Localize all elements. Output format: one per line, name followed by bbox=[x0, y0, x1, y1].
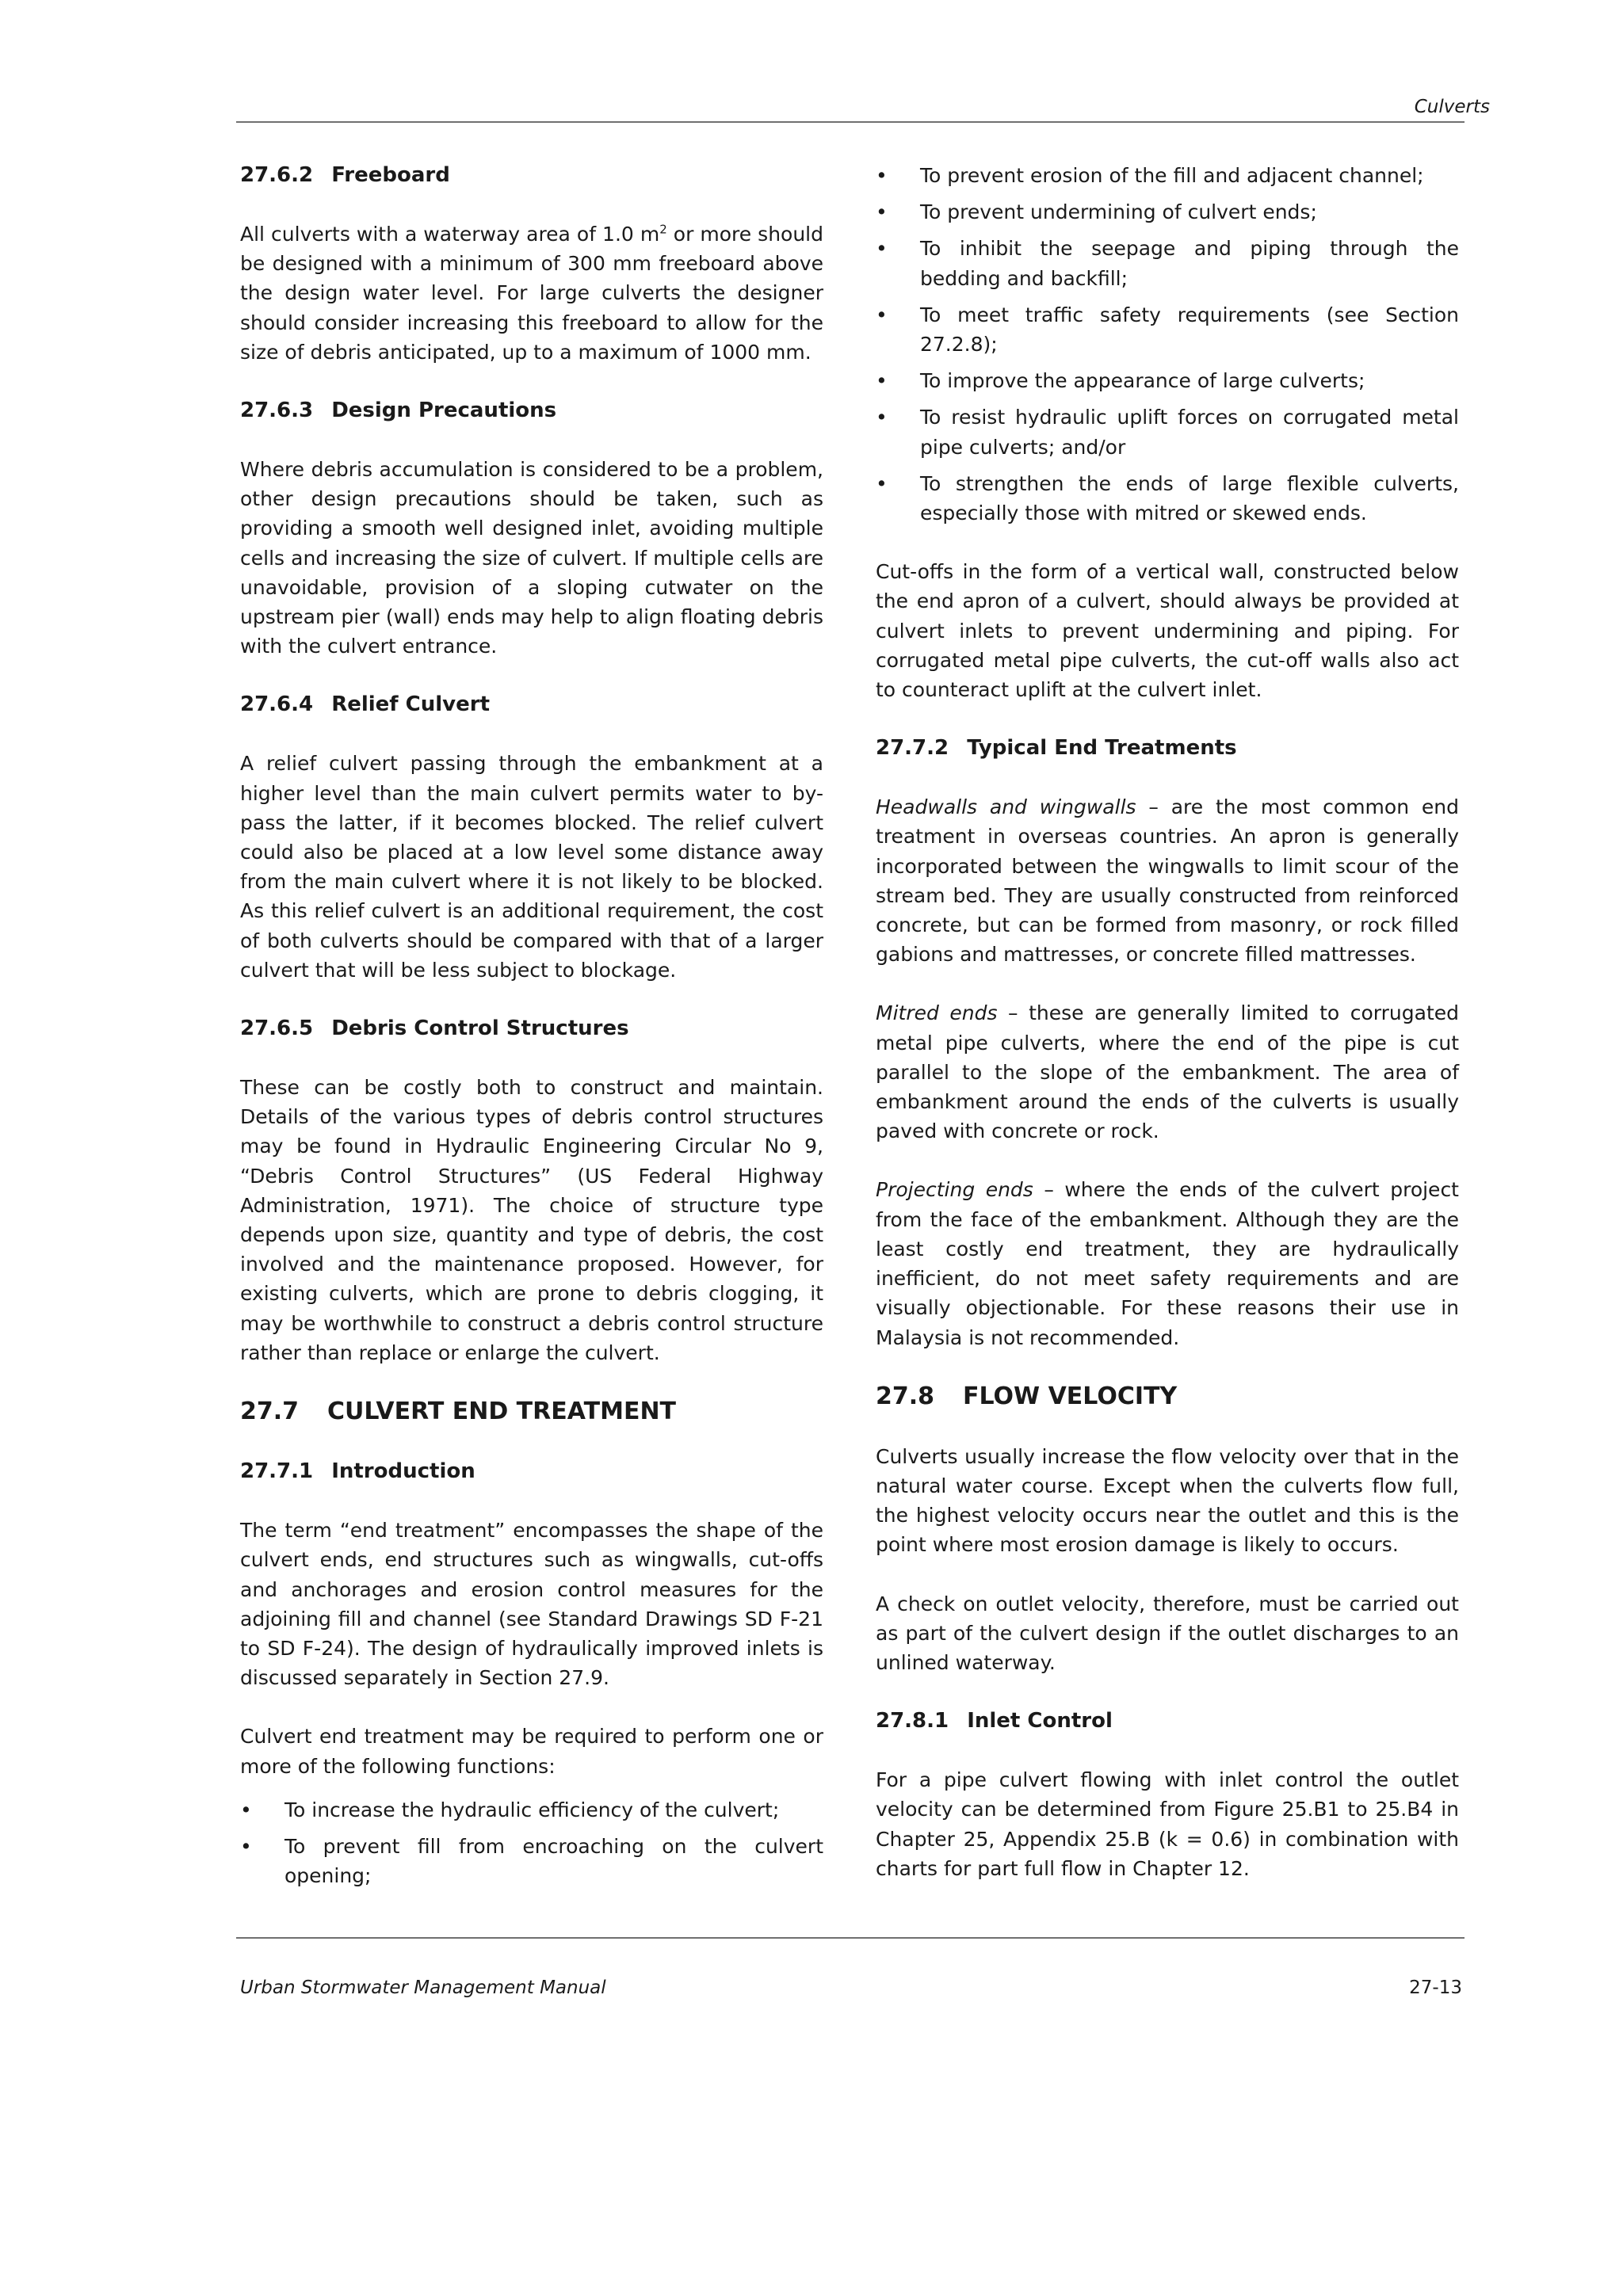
bullet: • bbox=[876, 303, 888, 326]
heading-design-precautions bbox=[240, 396, 823, 425]
section-number: 27.7.2 bbox=[876, 736, 949, 761]
footer-manual-title: Urban Stormwater Management Manual bbox=[240, 1978, 606, 1998]
section-title: Introduction bbox=[331, 1459, 475, 1484]
list-item bbox=[876, 300, 1459, 359]
list-item bbox=[876, 161, 1459, 190]
paragraph-design-precautions: Where debris accumulation is considered to be a problem, other design precautions should be taken, such as providing a smooth well designed inlet, avoiding multiple cells and increasing the size of culvert. If multiple cells are unavoidable, provision of a sloping cutwater on the upstream pier (wall) ends may help to align floating debris with the culvert entrance. bbox=[240, 458, 823, 658]
paragraph-debris-control: These can be costly both to construct and maintain. Details of the various types of debris control structures may be found in Hydraulic Engineering Circular No 9, “Debris Control Structures” (US Federal Highway Administration, 1971). The choice of structure type depends upon size, quantity and type of debris, the cost involved and the maintenance proposed. However, for existing culverts, which are prone to debris clogging, it may be worthwhile to construct a debris control structure rather than replace or enlarge the culvert. bbox=[240, 1076, 823, 1364]
bullet: • bbox=[876, 369, 888, 393]
header-rule bbox=[236, 121, 1465, 123]
list-item-text: To inhibit the seepage and piping through the bedding and backfill; bbox=[920, 237, 1459, 290]
heading-relief-culvert bbox=[240, 690, 823, 719]
list-item bbox=[240, 1832, 823, 1890]
left-column bbox=[240, 161, 823, 1920]
bullet: • bbox=[876, 164, 888, 187]
list-item bbox=[876, 469, 1459, 528]
heading-debris-control bbox=[240, 1014, 823, 1043]
paragraph-headwalls bbox=[876, 792, 1459, 969]
section-number: 27.8 bbox=[876, 1382, 935, 1410]
term-headwalls: Headwalls and wingwalls bbox=[876, 795, 1136, 819]
text-run: or more should be designed with a minimum of 300 mm freeboard above the design water level. For large culverts the designer should consider increasing this freeboard to allow for the size of debris anticipated, up to a maximum of 1000 mm. bbox=[240, 223, 823, 364]
heading-flow-velocity bbox=[876, 1382, 1459, 1412]
section-title: Design Precautions bbox=[331, 399, 557, 423]
section-title: Inlet Control bbox=[967, 1709, 1113, 1733]
heading-introduction bbox=[240, 1457, 823, 1486]
list-item-text: To prevent undermining of culvert ends; bbox=[920, 200, 1317, 224]
term-mitred-ends: Mitred ends bbox=[876, 1001, 998, 1025]
list-item bbox=[240, 1795, 823, 1825]
paragraph-inlet-control: For a pipe culvert flowing with inlet control the outlet velocity can be determined from Figure 25.B1 to 25.B4 in Chapter 25, Appendix 25.B (k = 0.6) in combination with charts for part full flow in Chapter 12. bbox=[876, 1768, 1459, 1880]
list-item-text: To prevent fill from encroaching on the culvert opening; bbox=[285, 1834, 823, 1888]
superscript: 2 bbox=[659, 222, 667, 237]
heading-typical-end-treatments bbox=[876, 734, 1459, 763]
text-run: All culverts with a waterway area of 1.0 m bbox=[240, 223, 660, 246]
bullet: • bbox=[876, 471, 888, 495]
text-run: – these are generally limited to corrugated metal pipe culverts, where the end of the pipe is cut parallel to the slope of the embankment. The area of embankment around the ends of the culverts is usually paved with concrete or rock. bbox=[876, 1001, 1459, 1143]
running-header: Culverts bbox=[1414, 97, 1490, 117]
section-number: 27.6.5 bbox=[240, 1016, 314, 1041]
paragraph-flow-velocity-1: Culverts usually increase the flow velocity over that in the natural water course. Except when the culverts flow full, the highest velocity occurs near the outlet and this is the point where most erosion damage is likely to occurs. bbox=[876, 1444, 1459, 1557]
paragraph-flow-velocity-2: A check on outlet velocity, therefore, must be carried out as part of the culvert design if the outlet discharges to an unlined waterway. bbox=[876, 1592, 1459, 1674]
list-item bbox=[876, 402, 1459, 461]
paragraph-introduction: The term “end treatment” encompasses the shape of the culvert ends, end structures such as wingwalls, cut-offs and anchorages and erosion control measures for the adjoining fill and channel (see Standard Drawings SD F-21 to SD F-24). The design of hydraulically improved inlets is discussed separately in Section 27.9. bbox=[240, 1519, 823, 1690]
term-projecting-ends: Projecting ends bbox=[876, 1178, 1033, 1202]
section-title: Relief Culvert bbox=[331, 692, 490, 717]
bullet: • bbox=[240, 1798, 252, 1821]
list-item bbox=[876, 197, 1459, 227]
footer-rule bbox=[236, 1937, 1465, 1939]
section-title: CULVERT END TREATMENT bbox=[327, 1398, 677, 1426]
paragraph-functions-intro: Culvert end treatment may be required to perform one or more of the following functions: bbox=[240, 1725, 823, 1778]
heading-culvert-end-treatment bbox=[240, 1397, 823, 1427]
right-column bbox=[876, 161, 1459, 1913]
list-item bbox=[876, 366, 1459, 395]
section-title: Freeboard bbox=[331, 163, 450, 187]
list-item-text: To prevent erosion of the fill and adjacent channel; bbox=[920, 164, 1424, 187]
section-title: FLOW VELOCITY bbox=[963, 1382, 1178, 1410]
list-item-text: To increase the hydraulic efficiency of the culvert; bbox=[285, 1798, 780, 1821]
list-item-text: To meet traffic safety requirements (see Section 27.2.8); bbox=[920, 303, 1459, 357]
functions-list bbox=[240, 1795, 823, 1891]
section-number: 27.6.3 bbox=[240, 399, 314, 423]
section-number: 27.6.2 bbox=[240, 163, 314, 187]
text-run: – are the most common end treatment in overseas countries. An apron is generally incorporated between the wingwalls to limit scour of the stream bed. They are usually constructed from reinforced concrete, but can be formed from masonry, or rock filled gabions and mattresses, or concrete filled mattresses. bbox=[876, 795, 1459, 967]
bullet: • bbox=[876, 406, 888, 429]
section-number: 27.8.1 bbox=[876, 1709, 949, 1733]
page-number: 27-13 bbox=[1409, 1978, 1462, 1998]
list-item-text: To improve the appearance of large culverts; bbox=[920, 369, 1365, 393]
list-item-text: To strengthen the ends of large flexible culverts, especially those with mitred or skewed ends. bbox=[920, 471, 1459, 525]
paragraph-cutoffs: Cut-offs in the form of a vertical wall, constructed below the end apron of a culvert, should always be provided at culvert inlets to prevent undermining and piping. For corrugated metal pipe culverts, the cut-off walls also act to counteract uplift at the culvert inlet. bbox=[876, 560, 1459, 702]
paragraph-projecting-ends bbox=[876, 1175, 1459, 1352]
paragraph-mitred-ends bbox=[876, 998, 1459, 1146]
list-item-text: To resist hydraulic uplift forces on corrugated metal pipe culverts; and/or bbox=[920, 406, 1459, 459]
section-title: Typical End Treatments bbox=[967, 736, 1237, 761]
functions-list-continued bbox=[876, 161, 1459, 528]
section-number: 27.7 bbox=[240, 1398, 300, 1426]
bullet: • bbox=[240, 1834, 252, 1858]
text-run: – where the ends of the culvert project from the face of the embankment. Although they are the least costly end treatment, they are hydraulically inefficient, do not meet safety requirements and are visually objectionable. For these reasons their use in Malaysia is not recommended. bbox=[876, 1178, 1459, 1349]
bullet: • bbox=[876, 237, 888, 261]
section-title: Debris Control Structures bbox=[331, 1016, 629, 1041]
list-item bbox=[876, 234, 1459, 292]
paragraph-freeboard bbox=[240, 219, 823, 367]
heading-freeboard bbox=[240, 161, 823, 190]
section-number: 27.7.1 bbox=[240, 1459, 314, 1484]
bullet: • bbox=[876, 200, 888, 224]
section-number: 27.6.4 bbox=[240, 692, 314, 717]
heading-inlet-control bbox=[876, 1707, 1459, 1736]
paragraph-relief-culvert: A relief culvert passing through the embankment at a higher level than the main culvert permits water to by-pass the latter, if it becomes blocked. The relief culvert could also be placed at a low level some distance away from the main culvert where it is not likely to be blocked. As this relief culvert is an additional requirement, the cost of both culverts should be compared with that of a larger culvert that will be less subject to blockage. bbox=[240, 752, 823, 982]
